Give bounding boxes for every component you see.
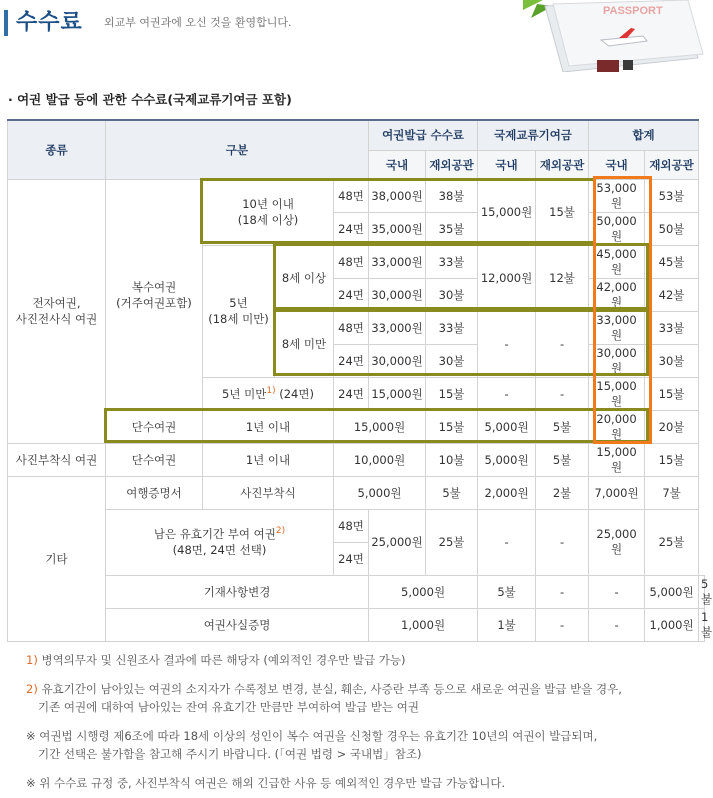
total-overseas: 45불: [645, 245, 699, 278]
footnote-2: [26, 681, 622, 698]
total-domestic: 50,000원: [589, 212, 645, 245]
pages-cell: 24면: [334, 278, 369, 311]
remaining-text: 남은 유효기간 부여 여권: [153, 527, 276, 541]
footnote-1: [26, 652, 406, 669]
contribution-overseas: -: [536, 509, 589, 575]
fee-overseas: 35불: [426, 212, 478, 245]
total-domestic: 1,000원: [645, 608, 699, 641]
fee-domestic: 33,000원: [369, 311, 426, 344]
total-overseas: 33불: [645, 311, 699, 344]
total-overseas: 20불: [645, 410, 699, 443]
fee-domestic: 30,000원: [369, 278, 426, 311]
label-within1: 1년 이내: [203, 443, 334, 476]
fee-overseas: 15불: [426, 410, 478, 443]
contribution-overseas: -: [536, 311, 589, 377]
fee-overseas: 10불: [426, 443, 478, 476]
total-overseas: 5불: [699, 575, 705, 608]
header-domestic: 국내: [478, 150, 536, 179]
fee-domestic: 25,000원: [369, 509, 426, 575]
total-overseas: 53불: [645, 179, 699, 212]
page-header: [0, 0, 713, 76]
total-domestic: 42,000원: [589, 278, 645, 311]
note-age-cont: 기간 선택은 불가함을 참고해 주시기 바랍니다. (「여권 법령 > 국내법」참조): [38, 747, 422, 761]
contribution-overseas: -: [536, 377, 589, 410]
contribution-domestic: -: [536, 575, 589, 608]
header-contribution: 국제교류기여금: [478, 120, 589, 150]
total-domestic: 20,000원: [589, 410, 645, 443]
header-issuance-fee: 여권발급 수수료: [369, 120, 478, 150]
contribution-domestic: 5,000원: [478, 410, 536, 443]
total-domestic: 25,000원: [589, 509, 645, 575]
label-ten-years: 10년 이내 (18세 이상): [203, 179, 334, 245]
contribution-domestic: 5,000원: [478, 443, 536, 476]
pages-cell: 48면: [334, 245, 369, 278]
footnote-2-mark: 2): [26, 682, 38, 696]
contribution-overseas: 5불: [536, 443, 589, 476]
title-accent-bar: [4, 10, 8, 36]
fee-overseas: 30불: [426, 344, 478, 377]
note-age: ※ 여권법 시행령 제6조에 따라 18세 이상의 성인이 복수 여권을 신청할 경우는 유효기간 10년의 여권이 발급되며,: [26, 729, 598, 743]
header-total: 합계: [589, 120, 699, 150]
contribution-domestic: 12,000원: [478, 245, 536, 311]
section-heading: · 여권 발급 등에 관한 수수료(국제교류기여금 포함): [8, 92, 292, 107]
label-single: 단수여권: [106, 410, 203, 443]
pages-cell: 24면: [334, 344, 369, 377]
label-e-passport: 전자여권, 사진전사식 여권: [8, 179, 106, 443]
total-domestic: 53,000원: [589, 179, 645, 212]
total-domestic: 15,000원: [589, 377, 645, 410]
footnote-1-text: 병역의무자 및 신원조사 결과에 따른 해당자 (예외적인 경우만 발급 가능): [37, 653, 406, 667]
contribution-domestic: -: [478, 311, 536, 377]
pages-cell: 48면: [334, 509, 369, 542]
fee-overseas: 38불: [426, 179, 478, 212]
total-overseas: 15불: [645, 377, 699, 410]
total-domestic: 33,000원: [589, 311, 645, 344]
fee-domestic: 15,000원: [334, 410, 426, 443]
fee-domestic: 38,000원: [369, 179, 426, 212]
fee-overseas: 30불: [426, 278, 478, 311]
label-other: 기타: [8, 476, 106, 641]
footnote-1-mark: 1): [26, 653, 38, 667]
fee-overseas: 15불: [426, 377, 478, 410]
header-overseas: 재외공관: [426, 150, 478, 179]
fee-overseas: 33불: [426, 311, 478, 344]
label-photo-attached: 사진부착식 여권: [8, 443, 106, 476]
label-multi-passport: 복수여권 (거주여권포함): [106, 179, 203, 410]
contribution-overseas: 5불: [536, 410, 589, 443]
label-single: 단수여권: [106, 443, 203, 476]
fee-domestic: 33,000원: [369, 245, 426, 278]
footnote-1-marker: 1): [266, 385, 276, 396]
fee-domestic: 10,000원: [334, 443, 426, 476]
label-under5: [203, 377, 334, 410]
total-overseas: 1불: [699, 608, 705, 641]
total-domestic: 7,000원: [589, 476, 645, 509]
under5-text: 5년 미만: [222, 386, 267, 401]
fee-domestic: 30,000원: [369, 344, 426, 377]
label-five-years: 5년 (18세 미만): [203, 245, 275, 377]
total-overseas: 7불: [645, 476, 699, 509]
remaining-sub: (48면, 24면 선택): [172, 543, 267, 557]
fee-overseas: 5불: [478, 575, 536, 608]
header-domestic: 국내: [589, 150, 645, 179]
label-photo-attach: 사진부착식: [203, 476, 334, 509]
header-overseas: 재외공관: [536, 150, 589, 179]
total-domestic: 15,000원: [589, 443, 645, 476]
footnote-2-text: 유효기간이 남아있는 여권의 소지자가 수록정보 변경, 분실, 훼손, 사증란 부족 등으로 새로운 여권을 발급 받을 경우,: [37, 682, 622, 696]
contribution-domestic: 2,000원: [478, 476, 536, 509]
total-overseas: 42불: [645, 278, 699, 311]
total-domestic: 45,000원: [589, 245, 645, 278]
pages-cell: 48면: [334, 311, 369, 344]
label-age8-over: 8세 이상: [275, 245, 334, 311]
contribution-overseas: 12불: [536, 245, 589, 311]
contribution-overseas: 15불: [536, 179, 589, 245]
contribution-overseas: 2불: [536, 476, 589, 509]
pages-cell: 48면: [334, 179, 369, 212]
fee-table: [7, 119, 713, 642]
label-fact-cert: 여권사실증명: [106, 608, 369, 641]
total-overseas: 50불: [645, 212, 699, 245]
contribution-domestic: -: [478, 509, 536, 575]
passport-label: PASSPORT: [603, 5, 663, 17]
pages-cell: 24면: [334, 542, 369, 575]
header-domestic: 국내: [369, 150, 426, 179]
label-within1: 1년 이내: [203, 410, 334, 443]
fee-domestic: 1,000원: [369, 608, 478, 641]
footnote-2-cont: 기존 여권에 대하여 남아있는 잔여 유효기간 만큼만 부여하여 발급 받는 여권: [38, 700, 419, 714]
contribution-domestic: -: [536, 608, 589, 641]
fee-overseas: 25불: [426, 509, 478, 575]
fee-overseas: 1불: [478, 608, 536, 641]
pages-cell: 24면: [334, 212, 369, 245]
contribution-domestic: 15,000원: [478, 179, 536, 245]
pages-cell: 24면: [334, 377, 369, 410]
fee-domestic: 35,000원: [369, 212, 426, 245]
note-photo: ※ 위 수수료 규정 중, 사진부착식 여권은 해외 긴급한 사유 등 예외적인 경우만 발급 가능합니다.: [26, 776, 506, 790]
total-domestic: 5,000원: [645, 575, 699, 608]
label-travel-cert: 여행증명서: [106, 476, 203, 509]
passport-illustration-icon: [523, 0, 713, 72]
header-type: 종류: [8, 120, 106, 179]
total-overseas: 25불: [645, 509, 699, 575]
welcome-text: 외교부 여권과에 오신 것을 환영합니다.: [104, 16, 292, 29]
fee-overseas: 5불: [426, 476, 478, 509]
total-domestic: 30,000원: [589, 344, 645, 377]
label-remaining: [106, 509, 334, 575]
page-title: 수수료: [16, 10, 83, 35]
header-category: 구분: [106, 120, 369, 179]
contribution-overseas: -: [589, 608, 645, 641]
fee-overseas: 33불: [426, 245, 478, 278]
contribution-overseas: -: [589, 575, 645, 608]
label-age8-under: 8세 미만: [275, 311, 334, 377]
label-record-change: 기재사항변경: [106, 575, 369, 608]
fee-domestic: 5,000원: [369, 575, 478, 608]
total-overseas: 15불: [645, 443, 699, 476]
header-overseas: 재외공관: [645, 150, 699, 179]
fee-domestic: 15,000원: [369, 377, 426, 410]
under5-pages: (24면): [275, 386, 314, 401]
contribution-domestic: -: [478, 377, 536, 410]
fee-domestic: 5,000원: [334, 476, 426, 509]
total-overseas: 30불: [645, 344, 699, 377]
footnote-2-marker: 2): [275, 526, 286, 537]
